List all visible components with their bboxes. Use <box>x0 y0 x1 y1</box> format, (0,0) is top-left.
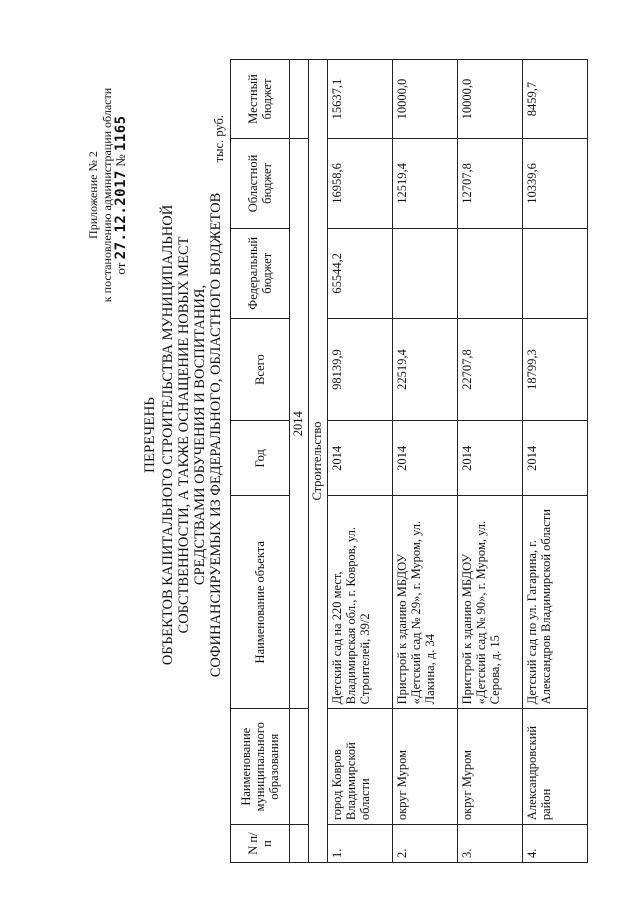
cell-regional: 12519,4 <box>393 139 458 229</box>
table-row <box>458 60 523 863</box>
appendix-date-line <box>114 45 128 345</box>
cell-n: 2. <box>393 825 458 863</box>
header-n: N п/п <box>231 825 290 863</box>
cell-object: Детский сад на 220 мест, Владимирская обл., г. Ковров, ул. Строителей, 39/2 <box>328 496 393 709</box>
table-row <box>393 60 458 863</box>
unit-label: тыс. руб. <box>212 115 226 163</box>
cell-object: Детский сад по ул. Гагарина, г. Александров Владимирской области <box>523 496 588 709</box>
resolution-number: 1165 <box>113 115 129 152</box>
header-federal: Федеральный бюджет <box>231 228 290 318</box>
cell-n: 4. <box>523 825 588 863</box>
cell-object: Пристрой к зданию МБДОУ «Детский сад № 90», г. Муром, ул. Серова, д. 15 <box>458 496 523 709</box>
heading-line-3: СОБСТВЕННОСТИ, А ТАКЖЕ ОСНАЩЕНИЕ НОВЫХ МЕСТ <box>176 236 192 634</box>
header-total: Всего <box>231 318 290 421</box>
header-local: Местный бюджет <box>231 60 290 139</box>
appendix-resolution-line: к постановлению администрации области <box>100 87 114 303</box>
heading-line-1: ПЕРЕЧЕНЬ <box>142 397 158 473</box>
category-section-label: Строительство <box>309 60 328 863</box>
resolution-date: 27.12.2017 <box>113 170 129 260</box>
year-section-spacer <box>290 825 309 863</box>
header-regional: Областной бюджет <box>231 139 290 229</box>
cell-municipality: Александровский район <box>523 709 588 825</box>
year-section-spacer <box>290 60 309 139</box>
header-municipality: Наименование муниципального образования <box>231 709 290 825</box>
cell-total: 98139,9 <box>328 318 393 421</box>
table-header-row <box>231 60 290 863</box>
cell-municipality: округ Муром <box>393 709 458 825</box>
cell-year: 2014 <box>393 421 458 496</box>
year-section-spacer <box>290 709 309 825</box>
cell-regional: 16958,6 <box>328 139 393 229</box>
cell-local: 10000,0 <box>393 60 458 139</box>
cell-municipality: округ Муром <box>458 709 523 825</box>
year-section-row <box>290 60 309 863</box>
cell-n: 3. <box>458 825 523 863</box>
appendix-title: Приложение № 2 <box>86 151 100 239</box>
cell-regional: 12707,8 <box>458 139 523 229</box>
cell-local: 8459,7 <box>523 60 588 139</box>
cell-total: 18799,3 <box>523 318 588 421</box>
year-section-label: 2014 <box>290 139 309 709</box>
table-row <box>328 60 393 863</box>
cell-year: 2014 <box>458 421 523 496</box>
heading-line-5: СОФИНАНСИРУЕМЫХ ИЗ ФЕДЕРАЛЬНОГО, ОБЛАСТНОГО БЮДЖЕТОВ <box>208 192 224 678</box>
cell-federal <box>393 228 458 318</box>
cell-local: 10000,0 <box>458 60 523 139</box>
date-prefix: от <box>113 262 128 275</box>
cell-local: 15637,1 <box>328 60 393 139</box>
cell-n: 1. <box>328 825 393 863</box>
objects-table <box>230 59 588 863</box>
cell-object: Пристрой к зданию МБДОУ «Детский сад № 29», г. Муром, ул. Лакина, д. 34 <box>393 496 458 709</box>
header-object: Наименование объекта <box>231 496 290 709</box>
cell-total: 22707,8 <box>458 318 523 421</box>
number-sign: № <box>113 154 128 167</box>
cell-federal <box>523 228 588 318</box>
category-section-row <box>309 60 328 863</box>
heading-line-2: ОБЪЕКТОВ КАПИТАЛЬНОГО СТРОИТЕЛЬСТВА МУНИЦИПАЛЬНОЙ <box>160 204 176 666</box>
cell-year: 2014 <box>523 421 588 496</box>
cell-federal <box>458 228 523 318</box>
cell-municipality: город Ковров Владимирской области <box>328 709 393 825</box>
cell-year: 2014 <box>328 421 393 496</box>
cell-total: 22519,4 <box>393 318 458 421</box>
header-year: Год <box>231 421 290 496</box>
heading-line-4: СРЕДСТВАМИ ОБУЧЕНИЯ И ВОСПИТАНИЯ, <box>192 284 208 586</box>
cell-federal: 65544,2 <box>328 228 393 318</box>
cell-regional: 10339,6 <box>523 139 588 229</box>
appendix-block <box>86 45 128 345</box>
table-row <box>523 60 588 863</box>
